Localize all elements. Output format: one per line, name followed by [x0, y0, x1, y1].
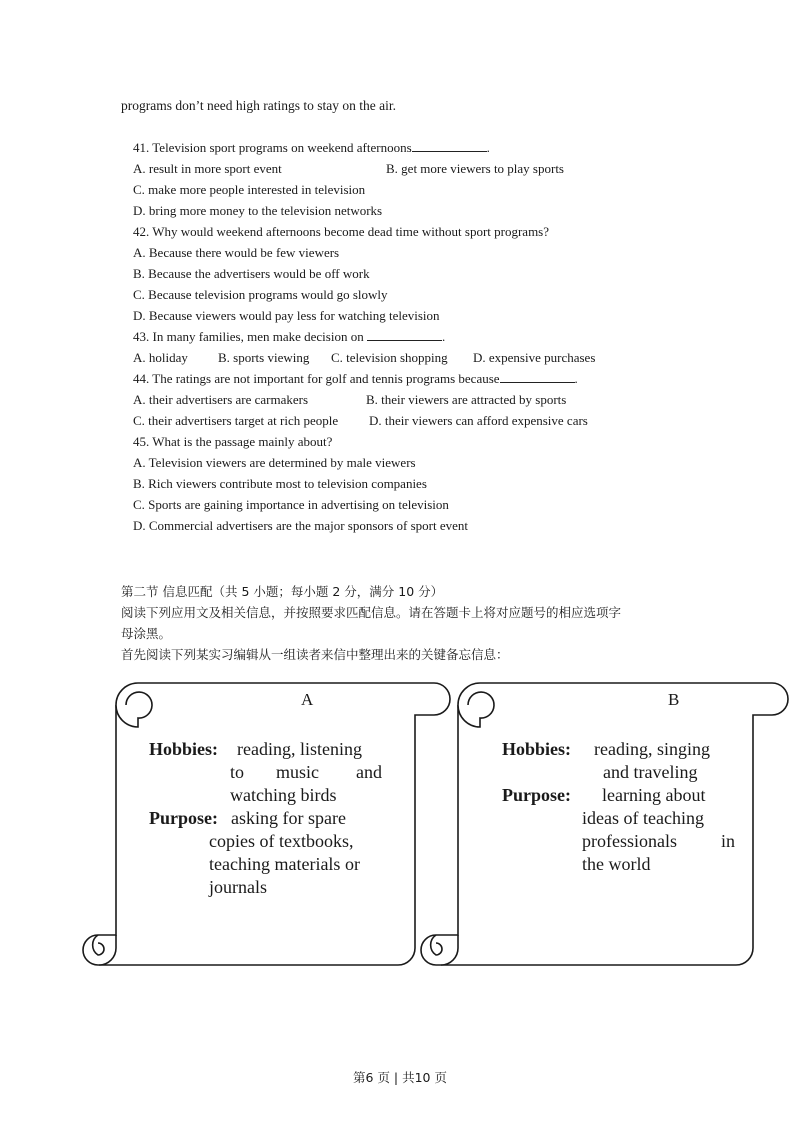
card-b-purpose-label: Purpose: — [502, 785, 571, 805]
card-a-purpose-line4: journals — [209, 877, 267, 897]
card-b-hobbies-label: Hobbies: — [502, 739, 572, 759]
q44-option-a: A. their advertisers are carmakers — [133, 392, 309, 407]
q43-option-b: B. sports viewing — [218, 350, 310, 365]
q44-stem-end: . — [574, 371, 578, 386]
q43-option-d: D. expensive purchases — [473, 350, 596, 365]
q41-option-a: A. result in more sport event — [133, 161, 282, 176]
q42-option-c: C. Because television programs would go slowly — [133, 287, 388, 302]
card-b-purpose-line4: the world — [582, 854, 651, 874]
card-a-purpose-label: Purpose: — [149, 808, 218, 828]
section2-heading: 第二节 信息匹配（共 5 小题；每小题 2 分，满分 10 分） — [121, 584, 444, 599]
section2-instruction-3: 首先阅读下列某实习编辑从一组读者来信中整理出来的关键备忘信息： — [121, 647, 509, 662]
card-b-hobbies-line2: and traveling — [603, 762, 698, 782]
q41-stem-text: 41. Television sport programs on weekend afternoons — [133, 140, 412, 155]
q42-option-d: D. Because viewers would pay less for watching television — [133, 308, 440, 323]
q43-stem-text: 43. In many families, men make decision on — [133, 329, 364, 344]
q42-option-a: A. Because there would be few viewers — [133, 245, 340, 260]
section2-instruction-2: 母涂黑。 — [121, 626, 172, 641]
card-b-purpose-line1: learning about — [602, 785, 706, 805]
q45-option-b: B. Rich viewers contribute most to television companies — [133, 476, 427, 491]
q41-option-b: B. get more viewers to play sports — [386, 161, 564, 176]
q44-stem-text: 44. The ratings are not important for golf and tennis programs because — [133, 371, 500, 386]
card-b-purpose-line3a: professionals — [582, 831, 677, 851]
card-a-hobbies-line2c: and — [356, 762, 382, 782]
card-a-purpose-line2: copies of textbooks, — [209, 831, 354, 851]
page-footer: 第6 页 | 共10 页 — [353, 1070, 447, 1085]
card-a-hobbies-line2a: to — [230, 762, 245, 782]
card-a-purpose-line1: asking for spare — [231, 808, 346, 828]
intro-line: programs don’t need high ratings to stay on the air. — [121, 98, 396, 113]
q42-stem: 42. Why would weekend afternoons become dead time without sport programs? — [133, 224, 550, 239]
q43-option-a: A. holiday — [133, 350, 188, 365]
card-a-hobbies-label: Hobbies: — [149, 739, 219, 759]
q45-stem: 45. What is the passage mainly about? — [133, 434, 333, 449]
q44-option-c: C. their advertisers target at rich people — [133, 413, 339, 428]
card-a-hobbies-line3: watching birds — [230, 785, 337, 805]
q42-option-b: B. Because the advertisers would be off work — [133, 266, 370, 281]
q44-option-d: D. their viewers can afford expensive cars — [369, 413, 588, 428]
card-b-purpose-line3b: in — [721, 831, 736, 851]
card-a-hobbies-line1: reading, listening — [237, 739, 362, 759]
card-b-hobbies-line1: reading, singing — [594, 739, 710, 759]
q45-option-c: C. Sports are gaining importance in advertising on television — [133, 497, 449, 512]
card-a-purpose-line3: teaching materials or — [209, 854, 360, 874]
q41-option-c: C. make more people interested in television — [133, 182, 366, 197]
q45-option-d: D. Commercial advertisers are the major sponsors of sport event — [133, 518, 469, 533]
q43-stem-end: . — [441, 329, 446, 344]
section2-instruction-1: 阅读下列应用文及相关信息，并按照要求匹配信息。请在答题卡上将对应题号的相应选项字 — [121, 605, 622, 620]
q45-option-a: A. Television viewers are determined by male viewers — [133, 455, 416, 470]
card-a-title: A — [301, 690, 314, 709]
q43-option-c: C. television shopping — [331, 350, 448, 365]
q41-stem-end: . — [486, 140, 490, 155]
card-b-purpose-line2: ideas of teaching — [582, 808, 704, 828]
q44-option-b: B. their viewers are attracted by sports — [366, 392, 567, 407]
card-b-title: B — [668, 690, 680, 709]
q41-option-d: D. bring more money to the television networks — [133, 203, 383, 218]
card-a-hobbies-line2b: music — [276, 762, 319, 782]
